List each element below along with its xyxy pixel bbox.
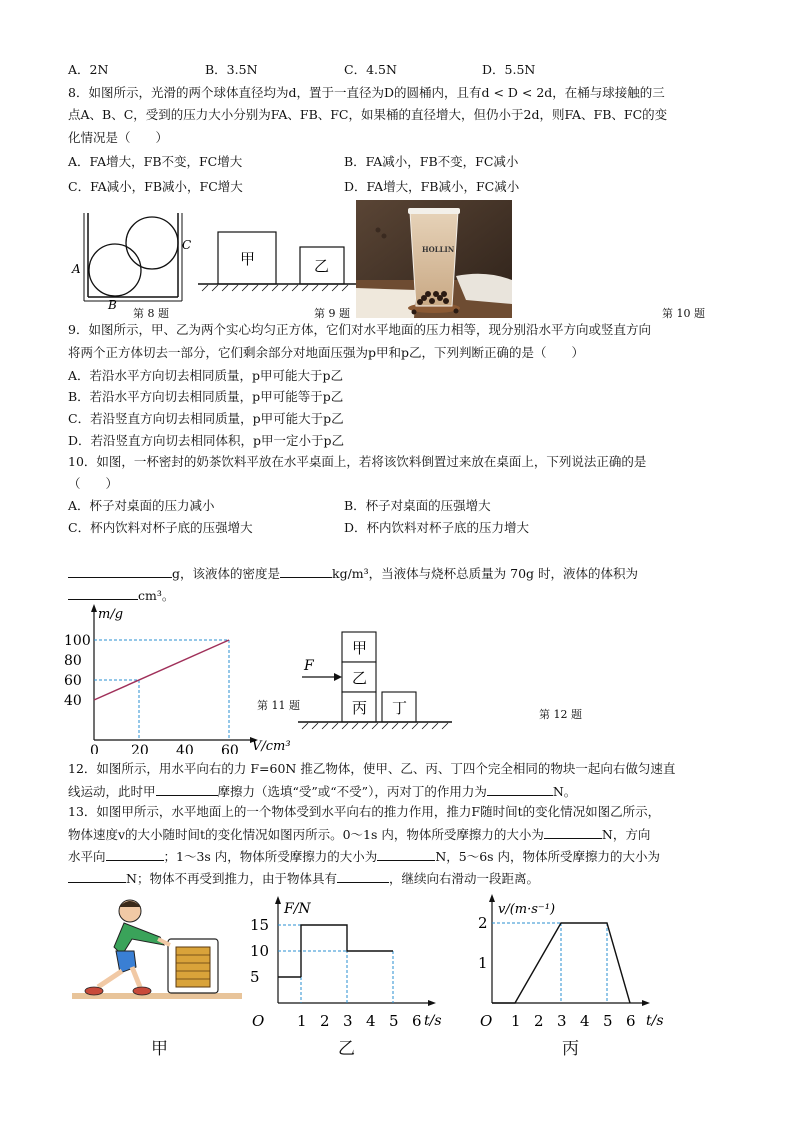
- q9-option-a: A．若沿水平方向切去相同质量，p甲可能大于p乙: [68, 368, 344, 383]
- fig13-t-tick-yi: 4: [366, 1012, 376, 1030]
- q12-blank-1[interactable]: [156, 782, 218, 796]
- fig11-mass-volume-chart: [62, 602, 302, 754]
- q7-option-b: B．3.5N: [205, 62, 258, 77]
- fig10-caption: 第 10 题: [662, 307, 705, 320]
- q13-blank-5[interactable]: [337, 869, 389, 883]
- fig13-t-tick-bing: O: [480, 1012, 493, 1030]
- q10-option-a: A．杯子对桌面的压力减小: [68, 498, 215, 513]
- fig13-t-tick-yi: 3: [343, 1012, 353, 1030]
- fig13-t-label-yi: t/s: [424, 1013, 442, 1029]
- cube-jia-label: 甲: [240, 250, 256, 268]
- fig13-t-tick-yi: 6: [412, 1012, 422, 1030]
- fig13-t-tick-bing: 2: [534, 1012, 544, 1030]
- fig11-series-line: [94, 640, 229, 700]
- fig11-ytick: 80: [64, 653, 82, 669]
- q9-line-1: 9．如图所示，甲、乙为两个实心均匀正方体，它们对水平地面的压力相等，现分别沿水平方向或竖直方向: [68, 322, 651, 337]
- q11-line-2: g，该液体的密度是 kg/m³，当液体与烧杯总质量为 70g 时，液体的体积为: [68, 564, 638, 583]
- fig13-yi-caption: 乙: [338, 1039, 355, 1059]
- q7-option-c: C．4.5N: [344, 62, 397, 77]
- q7-option-d: D．5.5N: [482, 62, 536, 77]
- block-jia: 甲: [352, 639, 368, 657]
- fig13-jia-caption: 甲: [151, 1039, 168, 1059]
- q8-option-c: C．FA减小，FB减小，FC增大: [68, 179, 243, 194]
- q8-line-2: 点A、B、C，受到的压力大小分别为FA、FB、FC，如果桶的直径增大，但仍小于2d，则FA、FB、FC的变: [68, 107, 668, 122]
- fig13-t-tick-bing: 5: [603, 1012, 613, 1030]
- q13-line-2: 物体速度v的大小随时间t的变化情况如图丙所示。0～1s 内，物体所受摩擦力的大小为 N，方向: [68, 827, 651, 842]
- q8-option-a: A．FA增大，FB不变，FC增大: [68, 154, 243, 169]
- cup-brand-text: HOLLIN: [422, 245, 455, 254]
- q13-blank-1[interactable]: [544, 825, 602, 839]
- q11-blank-2[interactable]: [280, 564, 332, 578]
- q13-blank-2[interactable]: [106, 847, 164, 861]
- label-c: C: [182, 238, 192, 252]
- fig13-f-tick: 5: [250, 968, 260, 986]
- fig13-force-time-chart: [248, 895, 458, 1035]
- fig13-velocity-time-chart: [474, 893, 684, 1035]
- fig12-caption: 第 12 题: [539, 708, 582, 721]
- q10-line-2: （ ）: [68, 476, 119, 491]
- fig13-f-tick: 10: [250, 942, 270, 960]
- fig11-ytick: 60: [64, 673, 82, 689]
- q9-option-c: C．若沿竖直方向切去相同质量，p甲可能大于p乙: [68, 411, 344, 426]
- q10-option-c: C．杯内饮料对杯子底的压强增大: [68, 520, 253, 535]
- fig11-xtick: 20: [131, 743, 149, 754]
- block-yi: 乙: [352, 669, 368, 687]
- fig13-v-tick: 1: [478, 954, 488, 972]
- q13-line-4: N；物体不再受到推力，由于物体具有 ，继续向右滑动一段距离。: [68, 869, 539, 888]
- fig11-ylabel: m/g: [98, 607, 124, 622]
- fig9-cubes-diagram: [198, 225, 358, 295]
- fig11-xlabel: V/cm³: [252, 739, 291, 754]
- fig13-t-label-bing: t/s: [646, 1013, 664, 1029]
- fig13-t-tick-yi: 2: [320, 1012, 330, 1030]
- q8-line-1: 8．如图所示，光滑的两个球体直径均为d，置于一直径为D的圆桶内，且有d < D < 2d，在桶与球接触的三: [68, 85, 665, 100]
- q12-line-2: 线运动，此时甲 摩擦力（选填“受”或“不受”），丙对丁的作用力为 N。: [68, 784, 577, 799]
- fig11-ytick: 40: [64, 693, 82, 709]
- q10-line-1: 10．如图，一杯密封的奶茶饮料平放在水平桌面上，若将该饮料倒置过来放在桌面上，下列说法正确的是: [68, 454, 647, 469]
- q10-option-d: D．杯内饮料对杯子底的压力增大: [344, 520, 530, 535]
- q8-option-d: D．FA增大，FB减小，FC减小: [344, 179, 520, 194]
- fig13-f-label: F/N: [284, 901, 311, 917]
- q11-blank-1[interactable]: [68, 564, 172, 578]
- q13-line-1: 13．如图甲所示，水平地面上的一个物体受到水平向右的推力作用，推力F随时间t的变化情况如图乙所示，: [68, 804, 661, 819]
- q12-blank-2[interactable]: [487, 782, 553, 796]
- fig11-caption: 第 11 题: [257, 699, 300, 712]
- q11-line-3: cm³。: [68, 586, 174, 605]
- q13-blank-4[interactable]: [68, 869, 126, 883]
- fig12-blocks-diagram: [296, 626, 456, 732]
- q7-option-a: A．2N: [68, 62, 109, 77]
- fig11-xtick: 60: [221, 743, 239, 754]
- q11-blank-3[interactable]: [68, 586, 138, 600]
- q8-line-3: 化情况是（ ）: [68, 130, 169, 145]
- fig9-caption: 第 9 题: [314, 307, 350, 320]
- fig13-t-tick-yi: O: [252, 1012, 265, 1030]
- q12-line-1: 12．如图所示，用水平向右的力 F=60N 推乙物体，使甲、乙、丙、丁四个完全相同的物块一起向右做匀速直: [68, 761, 676, 776]
- fig13-t-tick-bing: 4: [580, 1012, 590, 1030]
- block-bing: 丙: [352, 699, 368, 717]
- milk-tea-photo: [356, 200, 512, 318]
- upper-ball: [126, 217, 178, 269]
- cube-yi-label: 乙: [314, 257, 330, 275]
- fig11-ytick: 100: [64, 633, 91, 649]
- block-ding: 丁: [392, 699, 408, 717]
- fig13-v-label: v/(m·s⁻¹): [498, 902, 556, 917]
- fig13-t-tick-bing: 3: [557, 1012, 567, 1030]
- q9-line-2: 将两个正方体切去一部分，它们剩余部分对地面压强为p甲和p乙，下列判断正确的是（ ）: [68, 345, 585, 360]
- q10-option-b: B．杯子对桌面的压强增大: [344, 498, 491, 513]
- fig11-xtick: 40: [176, 743, 194, 754]
- q13-blank-3[interactable]: [377, 847, 435, 861]
- fig13-t-tick-yi: 1: [297, 1012, 307, 1030]
- fig13-bing-caption: 丙: [562, 1039, 579, 1059]
- label-a: A: [72, 262, 81, 276]
- force-label: F: [304, 658, 314, 674]
- lower-ball: [89, 244, 141, 296]
- q13-line-3: 水平向 ；1～3s 内，物体所受摩擦力的大小为 N，5～6s 内，物体所受摩擦力的大小为: [68, 849, 661, 864]
- fig13-t-tick-bing: 1: [511, 1012, 521, 1030]
- fig8-caption: 第 8 题: [133, 307, 169, 320]
- fig13-t-tick-bing: 6: [626, 1012, 636, 1030]
- q9-option-b: B．若沿水平方向切去相同质量，p甲可能等于p乙: [68, 389, 344, 404]
- fig13-t-tick-yi: 5: [389, 1012, 399, 1030]
- fig13-f-tick: 15: [250, 916, 270, 934]
- q8-option-b: B．FA减小，FB不变，FC减小: [344, 154, 519, 169]
- fig11-xtick: 0: [90, 743, 99, 754]
- fig13-v-tick: 2: [478, 914, 488, 932]
- q9-option-d: D．若沿竖直方向切去相同体积，p甲一定小于p乙: [68, 433, 345, 448]
- fig8-bucket-diagram: [68, 205, 193, 310]
- fig13-person-pushing-box: [72, 893, 244, 1005]
- label-b: B: [108, 298, 117, 310]
